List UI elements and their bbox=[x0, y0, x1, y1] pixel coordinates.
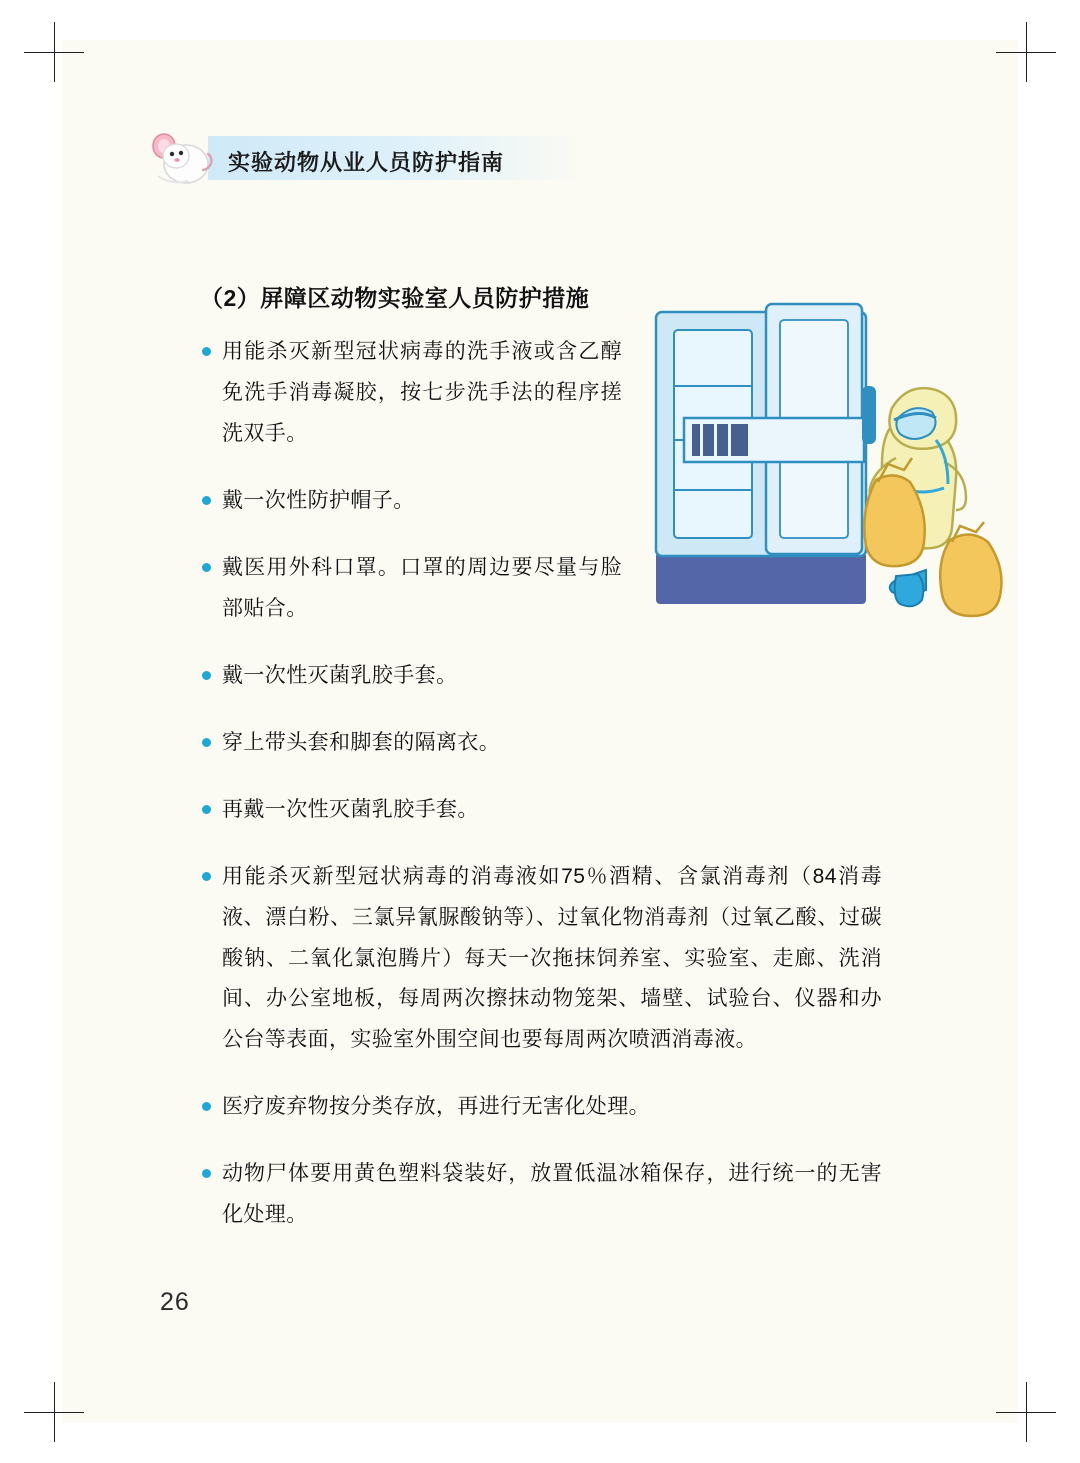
header-title: 实验动物从业人员防护指南 bbox=[228, 150, 505, 175]
main-content bbox=[200, 282, 882, 1262]
list-item: 戴医用外科口罩。口罩的周边要尽量与脸部贴合。 bbox=[200, 548, 622, 630]
list-item: 穿上带头套和脚套的隔离衣。 bbox=[200, 723, 622, 764]
list-item: 医疗废弃物按分类存放，再进行无害化处理。 bbox=[200, 1087, 882, 1128]
list-item: 用能杀灭新型冠状病毒的洗手液或含乙醇免洗手消毒凝胶，按七步洗手法的程序搓洗双手。 bbox=[200, 332, 622, 455]
running-header bbox=[140, 130, 580, 186]
crop-mark-top-left bbox=[24, 22, 84, 82]
crop-mark-bottom-left bbox=[24, 1382, 84, 1442]
crop-mark-top-right bbox=[996, 22, 1056, 82]
crop-mark-bottom-right bbox=[996, 1382, 1056, 1442]
section-title: （2）屏障区动物实验室人员防护措施 bbox=[200, 285, 590, 311]
list-item: 戴一次性灭菌乳胶手套。 bbox=[200, 656, 622, 697]
list-item: 动物尸体要用黄色塑料袋装好，放置低温冰箱保存，进行统一的无害化处理。 bbox=[200, 1154, 882, 1236]
mouse-icon bbox=[148, 130, 216, 188]
page-number: 26 bbox=[160, 1288, 190, 1316]
list-item: 用能杀灭新型冠状病毒的消毒液如75％酒精、含氯消毒剂（84消毒液、漂白粉、三氯异氰脲酸钠等）、过氧化物消毒剂（过氧乙酸、过碳酸钠、二氧化氯泡腾片）每天一次拖抹饲养室、实验室、走廊、洗消间、办公室地板，每周两次擦抹动物笼架、墙壁、试验台、仪器和办公台等表面，实验室外围空间也要每周两次喷洒消毒液。 bbox=[200, 857, 882, 1062]
protection-measures-list bbox=[200, 332, 882, 1236]
list-item: 戴一次性防护帽子。 bbox=[200, 481, 622, 522]
list-item: 再戴一次性灭菌乳胶手套。 bbox=[200, 790, 622, 831]
